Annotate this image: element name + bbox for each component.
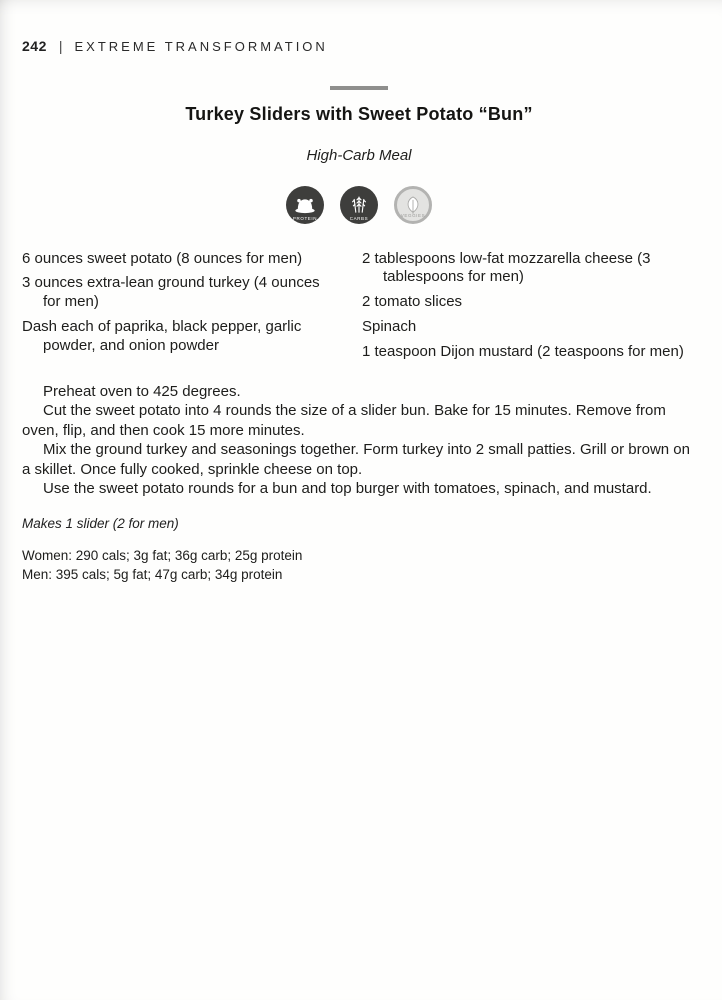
meal-type-label: High-Carb Meal bbox=[306, 146, 412, 164]
header-separator: | bbox=[58, 38, 63, 54]
macro-icon-row bbox=[22, 186, 696, 224]
turkey-glyph bbox=[292, 193, 318, 217]
instruction-step: Use the sweet potato rounds for a bun and top burger with tomatoes, spinach, and mustard. bbox=[43, 480, 652, 498]
ingredients-column-right bbox=[362, 250, 696, 368]
ingredients-list bbox=[22, 250, 696, 368]
ingredient-item: 1 teaspoon Dijon mustard (2 teaspoons for men) bbox=[362, 343, 684, 361]
instruction-step: Cut the sweet potato into 4 rounds the size of a slider bun. Bake for 15 minutes. Remove from oven, flip, and then cook 15 more minutes. bbox=[22, 402, 666, 439]
wheat-glyph bbox=[347, 193, 371, 217]
ingredient-item: 3 ounces extra-lean ground turkey (4 ounces for men) bbox=[22, 274, 320, 311]
protein-icon bbox=[286, 186, 324, 224]
veggies-icon bbox=[394, 186, 432, 224]
yield-note: Makes 1 slider (2 for men) bbox=[22, 515, 179, 531]
carbs-icon bbox=[340, 186, 378, 224]
book-title: EXTREME TRANSFORMATION bbox=[74, 39, 328, 54]
nutrition-line-women: Women: 290 cals; 3g fat; 36g carb; 25g protein bbox=[22, 547, 303, 563]
page-number: 242 bbox=[22, 38, 47, 54]
ingredient-item: 6 ounces sweet potato (8 ounces for men) bbox=[22, 249, 303, 267]
ingredient-item: Spinach bbox=[362, 318, 417, 336]
instruction-step: Mix the ground turkey and seasonings together. Form turkey into 2 small patties. Grill or brown on a skillet. Once fully cooked, sprinkle cheese on top. bbox=[22, 441, 690, 478]
carbs-icon-label: CARBS bbox=[349, 216, 369, 221]
nutrition-facts bbox=[22, 546, 696, 584]
ingredient-item: Dash each of paprika, black pepper, garlic powder, and onion powder bbox=[22, 318, 302, 355]
running-header bbox=[22, 38, 696, 54]
protein-icon-label: PROTEIN bbox=[292, 216, 318, 221]
decorative-rule bbox=[330, 86, 388, 90]
nutrition-line-men: Men: 395 cals; 5g fat; 47g carb; 34g protein bbox=[22, 567, 283, 583]
instruction-step: Preheat oven to 425 degrees. bbox=[43, 382, 241, 400]
recipe-title: Turkey Sliders with Sweet Potato “Bun” bbox=[185, 103, 533, 124]
ingredient-item: 2 tablespoons low-fat mozzarella cheese (3 tablespoons for men) bbox=[362, 249, 651, 286]
instructions bbox=[22, 382, 696, 499]
veggies-icon-label: VEGGIES bbox=[400, 213, 426, 218]
ingredient-item: 2 tomato slices bbox=[362, 293, 463, 311]
ingredients-column-left bbox=[22, 250, 338, 368]
